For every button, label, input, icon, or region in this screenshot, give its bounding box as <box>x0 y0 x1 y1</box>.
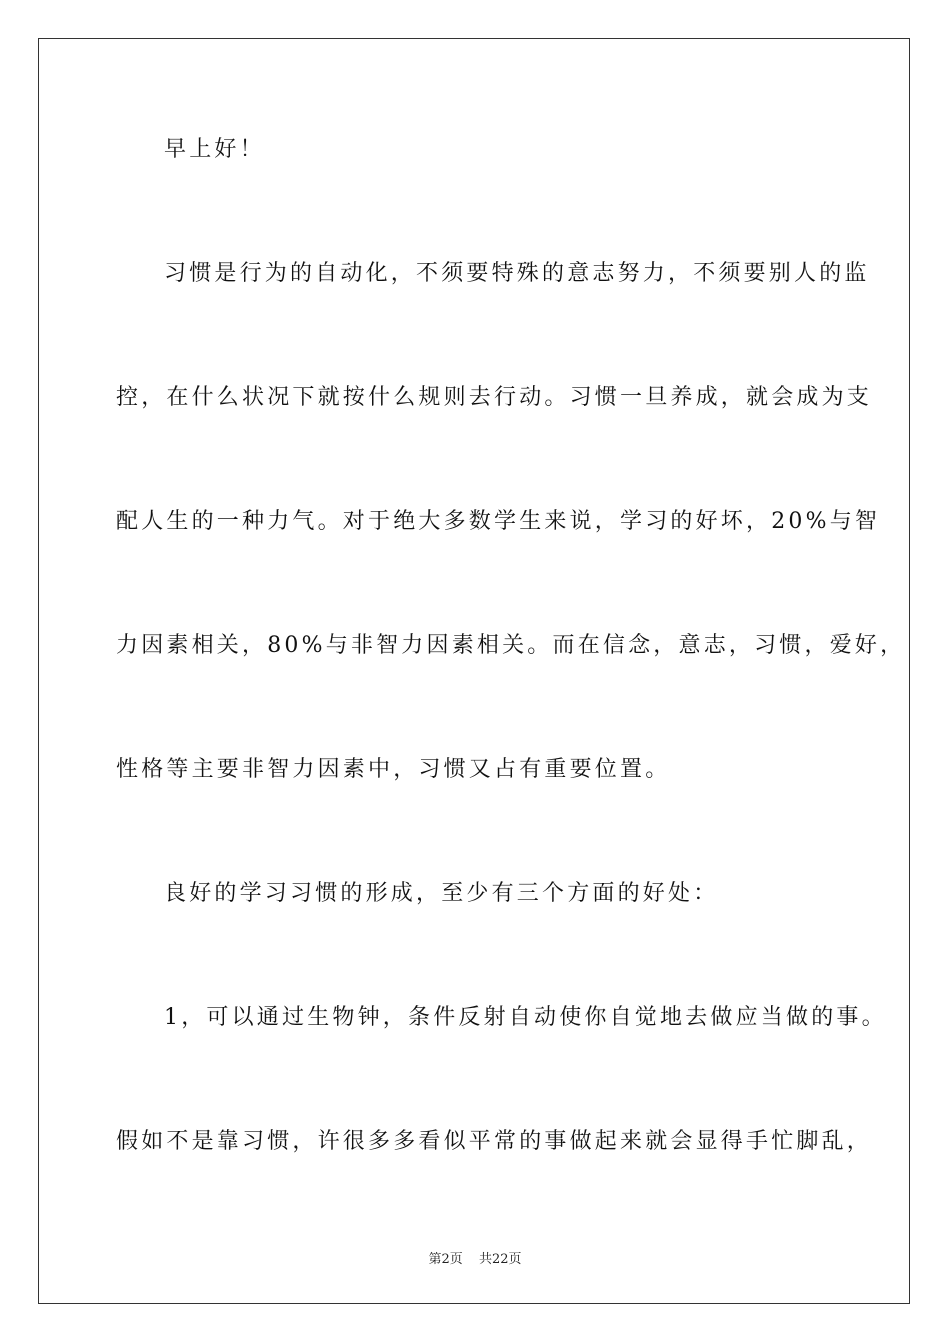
greeting-line: 早上好！ <box>164 137 265 162</box>
page-border <box>38 38 910 1304</box>
paragraph-3-line-1: 1，可以通过生物钟，条件反射自动使你自觉地去做应当做的事。 <box>164 1005 887 1030</box>
paragraph-1-line-2: 控，在什么状况下就按什么规则去行动。习惯一旦养成，就会成为支 <box>116 385 873 410</box>
paragraph-1-line-1: 习惯是行为的自动化，不须要特殊的意志努力，不须要别人的监 <box>164 261 870 286</box>
paragraph-1-line-5: 性格等主要非智力因素中，习惯又占有重要位置。 <box>116 757 671 782</box>
paragraph-2-line-1: 良好的学习习惯的形成，至少有三个方面的好处： <box>164 881 719 906</box>
paragraph-1-line-3: 配人生的一种力气。对于绝大多数学生来说，学习的好坏，20%与智 <box>116 509 881 534</box>
paragraph-3-line-2: 假如不是靠习惯，许很多多看似平常的事做起来就会显得手忙脚乱， <box>116 1129 873 1154</box>
page-total: 共22页 <box>478 1252 522 1267</box>
page-footer <box>0 1248 950 1267</box>
paragraph-1-line-4: 力因素相关，80%与非智力因素相关。而在信念，意志，习惯，爱好， <box>116 633 906 658</box>
page-number: 第2页 <box>428 1252 463 1267</box>
